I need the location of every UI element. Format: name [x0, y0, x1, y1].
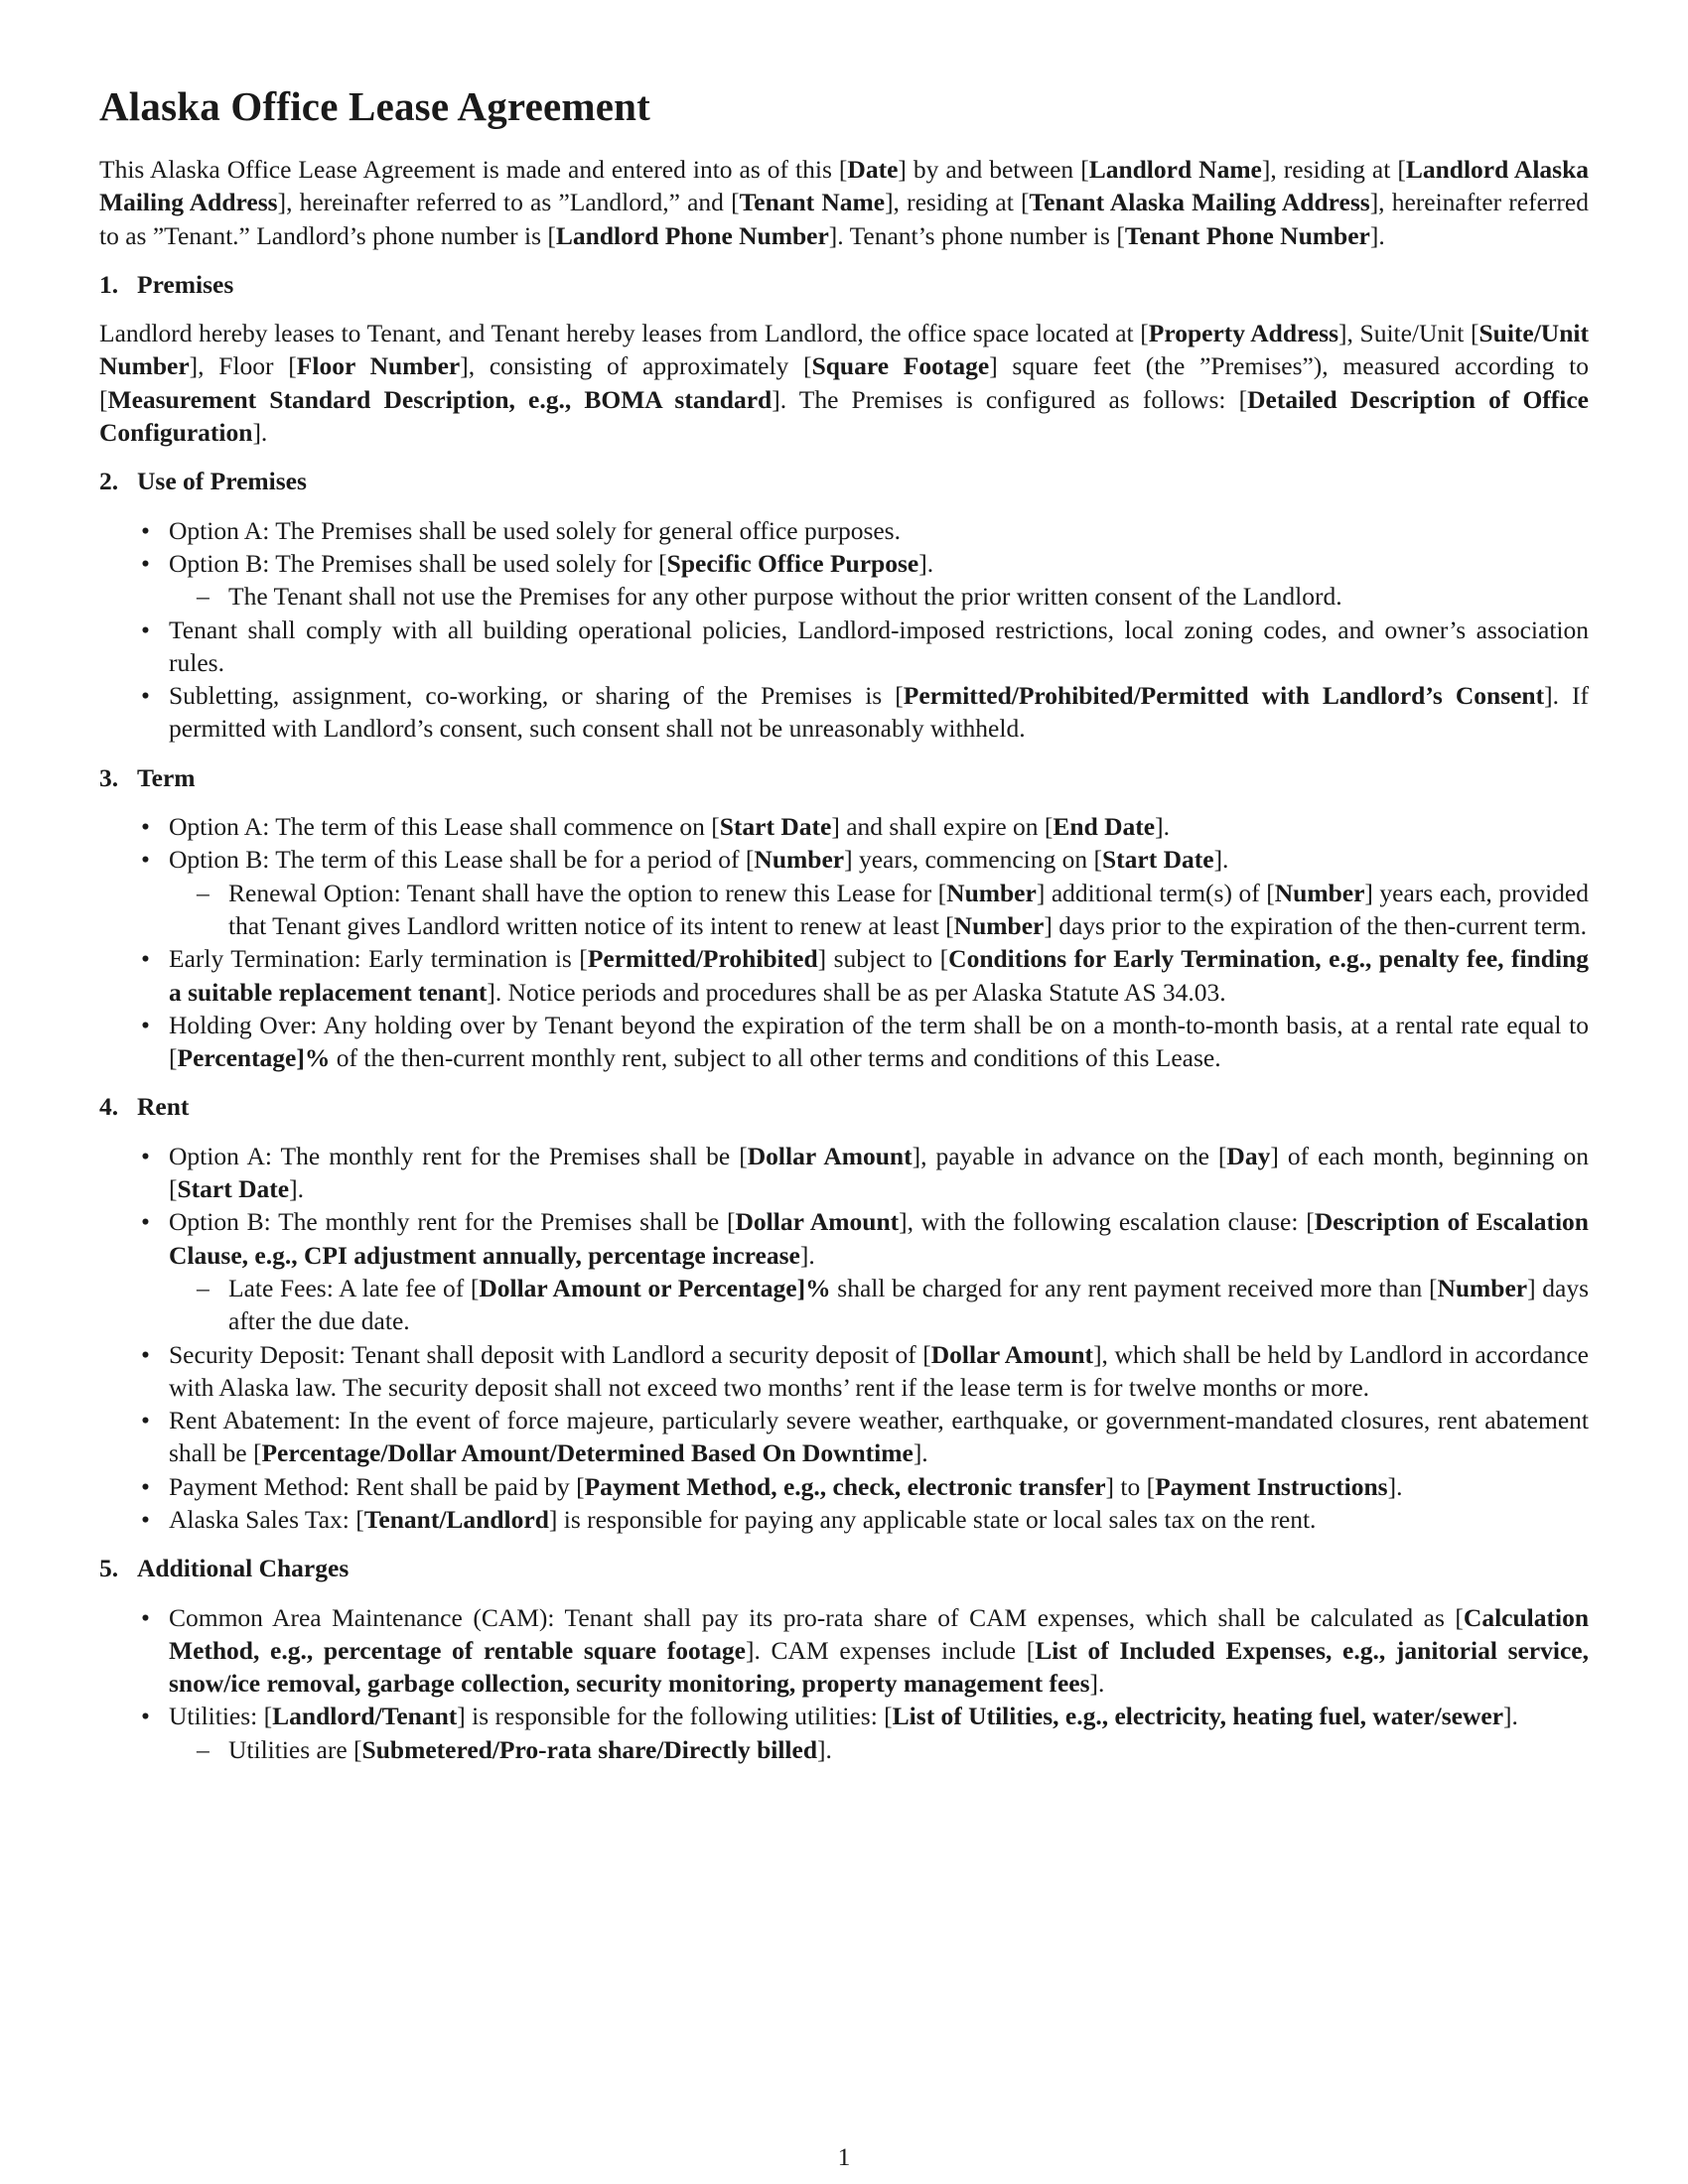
- bullet-icon: •: [141, 1406, 150, 1435]
- text: ], payable in advance on the [: [912, 1141, 1227, 1170]
- placeholder-suffix: ]%: [296, 1043, 331, 1073]
- intro-paragraph: [99, 153, 1589, 252]
- text: ].: [918, 548, 934, 578]
- text: This Alaska Office Lease Agreement is made and entered into as of this [: [99, 155, 848, 184]
- text: ], Floor [: [189, 351, 297, 381]
- list-item: [141, 1404, 1589, 1470]
- section-title: Premises: [137, 269, 234, 299]
- text: ].: [1369, 220, 1385, 250]
- bullet-icon: •: [141, 1010, 150, 1039]
- document-title: Alaska Office Lease Agreement: [99, 83, 650, 129]
- placeholder: Dollar Amount or Percentage: [479, 1273, 797, 1302]
- placeholder: Permitted/Prohibited: [587, 944, 818, 974]
- text: shall be charged for any rent payment received more than [: [830, 1273, 1438, 1302]
- bullet-icon: •: [141, 515, 150, 545]
- section-number: 1.: [99, 269, 119, 299]
- text: ] and shall expire on [: [831, 812, 1054, 842]
- placeholder: Number: [1437, 1273, 1528, 1302]
- text: ] additional term(s) of [: [1036, 878, 1275, 907]
- bullet-icon: •: [141, 614, 150, 644]
- list-item: [141, 547, 1589, 614]
- placeholder: Landlord Name: [1088, 155, 1262, 184]
- text: ].: [1155, 812, 1170, 842]
- bullet-icon: •: [141, 1339, 150, 1369]
- text: ].: [1213, 845, 1229, 875]
- list-item: [141, 1009, 1589, 1075]
- text: ]. CAM expenses include [: [746, 1635, 1036, 1665]
- sub-list: [169, 1733, 1589, 1766]
- text: ].: [289, 1174, 304, 1204]
- document-page: [99, 81, 1589, 1766]
- placeholder: Property Address: [1148, 319, 1339, 348]
- text: ], hereinafter referred to as ”Landlord,” and [: [277, 188, 740, 217]
- section-heading-rent: [99, 1090, 1589, 1123]
- charges-list: [99, 1601, 1589, 1766]
- text: ] is responsible for paying any applicable state or local sales tax on the rent.: [548, 1504, 1317, 1534]
- text: Common Area Maintenance (CAM): Tenant shall pay its pro-rata share of CAM expenses, which shall be calculated as [: [169, 1602, 1464, 1632]
- placeholder: Permitted/Prohibited/Permitted with Landlord’s Consent: [903, 681, 1545, 711]
- placeholder: Tenant Phone Number: [1124, 220, 1370, 250]
- bullet-icon: •: [141, 944, 150, 974]
- text: Option A: The term of this Lease shall commence on [: [169, 812, 720, 842]
- bullet-icon: •: [141, 1471, 150, 1501]
- section-number: 3.: [99, 762, 119, 792]
- placeholder: Submetered/Pro-rata share/Directly billed: [361, 1734, 818, 1764]
- bullet-icon: •: [141, 812, 150, 842]
- text: ], consisting of approximately [: [460, 351, 812, 381]
- rent-list: [99, 1140, 1589, 1537]
- text: Late Fees: A late fee of [: [228, 1273, 480, 1302]
- text: ].: [1387, 1471, 1403, 1501]
- placeholder: Conditions for Early Termination, e.g., penalty fee, finding a suitable replacement tenant: [169, 944, 1589, 1007]
- text: ] years each, provided that Tenant gives Landlord written notice of its intent to renew at least [: [228, 878, 1589, 940]
- text: ] days prior to the expiration of the then-current term.: [1044, 910, 1587, 940]
- placeholder: Payment Method, e.g., check, electronic transfer: [584, 1471, 1106, 1501]
- sub-list: [169, 580, 1589, 613]
- placeholder: End Date: [1053, 812, 1156, 842]
- placeholder: Start Date: [1101, 845, 1214, 875]
- text: Security Deposit: Tenant shall deposit with Landlord a security deposit of [: [169, 1339, 931, 1369]
- text: ], with the following escalation clause: [: [899, 1207, 1315, 1237]
- placeholder: Percentage/Dollar Amount/Determined Based On Downtime: [261, 1438, 914, 1468]
- text: Option A: The Premises shall be used solely for general office purposes.: [169, 515, 901, 545]
- text: Alaska Sales Tax: [: [169, 1504, 364, 1534]
- list-item: [141, 1338, 1589, 1405]
- text: ], residing at [: [1261, 155, 1406, 184]
- text: Option B: The Premises shall be used solely for [: [169, 548, 667, 578]
- text: ]. The Premises is configured as follows: [: [772, 384, 1248, 414]
- page-number: 1: [837, 2142, 851, 2171]
- section-heading-additional-charges: [99, 1552, 1589, 1584]
- section-number: 5.: [99, 1554, 119, 1583]
- placeholder: Start Date: [719, 812, 832, 842]
- placeholder: Payment Instructions: [1155, 1471, 1388, 1501]
- text: Rent Abatement: In the event of force majeure, particularly severe weather, earthquake, or government-mandated closures, rent abatement shall be [: [169, 1406, 1589, 1468]
- placeholder: Tenant/Landlord: [363, 1504, 549, 1534]
- sub-list-item: [197, 877, 1589, 943]
- text: ]. Notice periods and procedures shall be as per Alaska Statute AS 34.03.: [487, 977, 1226, 1007]
- list-item: [141, 679, 1589, 746]
- dash-icon: –: [197, 1734, 210, 1764]
- text: ]. If permitted with Landlord’s consent, such consent shall not be unreasonably withheld.: [169, 681, 1589, 744]
- section-number: 2.: [99, 467, 119, 496]
- placeholder: Number: [754, 845, 845, 875]
- placeholder: Calculation Method, e.g., percentage of rentable square footage: [169, 1602, 1589, 1665]
- placeholder: Number: [946, 878, 1037, 907]
- text: ] years, commencing on [: [844, 845, 1102, 875]
- sub-list-item: [197, 580, 1589, 613]
- section-number: 4.: [99, 1092, 119, 1122]
- text: Holding Over: Any holding over by Tenant beyond the expiration of the term shall be on a month-to-month basis, at a rental rate equal to [: [169, 1010, 1589, 1073]
- list-item: [141, 1205, 1589, 1337]
- list-item: [141, 1140, 1589, 1206]
- list-item: [141, 1503, 1589, 1536]
- placeholder: Suite/Unit Number: [99, 319, 1589, 381]
- bullet-icon: •: [141, 845, 150, 875]
- placeholder: Measurement Standard Description, e.g., BOMA standard: [107, 384, 773, 414]
- sub-list-item: [197, 1272, 1589, 1338]
- term-list: [99, 810, 1589, 1074]
- text: ].: [913, 1438, 928, 1468]
- section-title: Rent: [137, 1092, 190, 1122]
- bullet-icon: •: [141, 1141, 150, 1170]
- placeholder: List of Utilities, e.g., electricity, heating fuel, water/sewer: [892, 1702, 1504, 1731]
- placeholder: Dollar Amount: [747, 1141, 913, 1170]
- text: Payment Method: Rent shall be paid by [: [169, 1471, 585, 1501]
- placeholder: Floor Number: [296, 351, 461, 381]
- text: Landlord hereby leases to Tenant, and Tenant hereby leases from Landlord, the office space located at [: [99, 319, 1149, 348]
- text: ]. Tenant’s phone number is [: [828, 220, 1125, 250]
- list-item: [141, 1470, 1589, 1503]
- placeholder: Start Date: [177, 1174, 290, 1204]
- list-item: [141, 514, 1589, 547]
- text: ].: [1089, 1669, 1105, 1699]
- placeholder: Day: [1226, 1141, 1271, 1170]
- section-title: Additional Charges: [137, 1554, 350, 1583]
- section-heading-term: [99, 761, 1589, 794]
- list-item: [141, 810, 1589, 843]
- bullet-icon: •: [141, 1207, 150, 1237]
- placeholder: Number: [953, 910, 1045, 940]
- text: ] days after the due date.: [228, 1273, 1589, 1336]
- text: ] subject to [: [817, 944, 949, 974]
- sub-list: [169, 1272, 1589, 1338]
- text: The Tenant shall not use the Premises for any other purpose without the prior written consent of the Landlord.: [228, 582, 1342, 612]
- text: ] square feet (the ”Premises”), measured according to [: [99, 351, 1590, 414]
- placeholder: Tenant Name: [739, 188, 886, 217]
- text: ] by and between [: [898, 155, 1089, 184]
- text: ], Suite/Unit [: [1338, 319, 1479, 348]
- text: ] of each month, beginning on [: [169, 1141, 1589, 1204]
- section-title: Use of Premises: [137, 467, 307, 496]
- list-item: [141, 942, 1589, 1009]
- placeholder: Date: [847, 155, 899, 184]
- placeholder: Percentage: [177, 1043, 297, 1073]
- text: Utilities: [: [169, 1702, 273, 1731]
- text: ] is responsible for the following utilities: [: [457, 1702, 893, 1731]
- text: Renewal Option: Tenant shall have the option to renew this Lease for [: [228, 878, 947, 907]
- list-item: [141, 1700, 1589, 1766]
- section-heading-premises: [99, 268, 1589, 301]
- dash-icon: –: [197, 1273, 210, 1302]
- text: ].: [252, 418, 268, 448]
- dash-icon: –: [197, 582, 210, 612]
- placeholder: Number: [1274, 878, 1365, 907]
- section-heading-use-of-premises: [99, 465, 1589, 497]
- text: ].: [1503, 1702, 1518, 1731]
- placeholder: Dollar Amount: [930, 1339, 1094, 1369]
- text: Utilities are [: [228, 1734, 362, 1764]
- text: of the then-current monthly rent, subject to all other terms and conditions of this Lease.: [330, 1043, 1221, 1073]
- list-item: [141, 1601, 1589, 1701]
- text: Subletting, assignment, co-working, or sharing of the Premises is [: [169, 681, 904, 711]
- placeholder: Description of Escalation Clause, e.g., CPI adjustment annually, percentage increase: [169, 1207, 1589, 1270]
- placeholder: List of Included Expenses, e.g., janitorial service, snow/ice removal, garbage collection, security monitoring, property management fees: [169, 1635, 1589, 1699]
- bullet-icon: •: [141, 681, 150, 711]
- bullet-icon: •: [141, 1702, 150, 1731]
- text: ] to [: [1105, 1471, 1156, 1501]
- text: ].: [817, 1734, 832, 1764]
- use-list: [99, 514, 1589, 746]
- bullet-icon: •: [141, 1504, 150, 1534]
- placeholder: Landlord Phone Number: [555, 220, 829, 250]
- text: Option B: The term of this Lease shall be for a period of [: [169, 845, 755, 875]
- sub-list: [169, 877, 1589, 943]
- placeholder-suffix: ]%: [796, 1273, 831, 1302]
- text: Option B: The monthly rent for the Premises shall be [: [169, 1207, 736, 1237]
- placeholder: Landlord/Tenant: [272, 1702, 458, 1731]
- text: ], hereinafter referred to as ”Tenant.” Landlord’s phone number is [: [99, 188, 1589, 250]
- sub-list-item: [197, 1733, 1589, 1766]
- list-item: [141, 843, 1589, 942]
- text: Early Termination: Early termination is [: [169, 944, 588, 974]
- text: ], which shall be held by Landlord in accordance with Alaska law. The security deposit shall not exceed two months’ rent if the lease term is for twelve months or more.: [169, 1339, 1589, 1402]
- text: ].: [799, 1240, 815, 1270]
- placeholder: Detailed Description of Office Configuration: [99, 384, 1589, 448]
- text: Tenant shall comply with all building operational policies, Landlord-imposed restrictions, local zoning codes, and owner’s association rules.: [169, 614, 1589, 677]
- placeholder: Dollar Amount: [735, 1207, 900, 1237]
- placeholder: Square Footage: [811, 351, 990, 381]
- bullet-icon: •: [141, 1602, 150, 1632]
- premises-paragraph: [99, 317, 1589, 449]
- placeholder: Specific Office Purpose: [666, 548, 919, 578]
- text: ], residing at [: [885, 188, 1030, 217]
- placeholder: Landlord Alaska Mailing Address: [99, 155, 1590, 217]
- placeholder: Tenant Alaska Mailing Address: [1029, 188, 1370, 217]
- list-item: [141, 614, 1589, 680]
- bullet-icon: •: [141, 548, 150, 578]
- text: Option A: The monthly rent for the Premises shall be [: [169, 1141, 748, 1170]
- dash-icon: –: [197, 878, 210, 907]
- section-title: Term: [137, 762, 196, 792]
